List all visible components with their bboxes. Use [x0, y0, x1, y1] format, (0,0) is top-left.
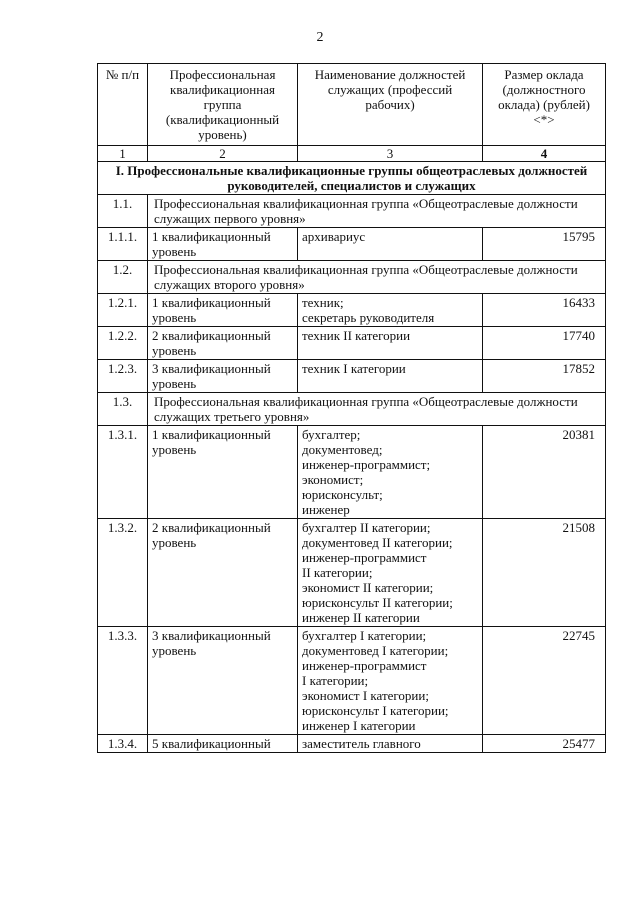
salary-table — [97, 63, 606, 753]
page-number: 2 — [316, 30, 324, 45]
row-number: 1.3.1. — [98, 426, 148, 519]
level-row — [98, 228, 606, 261]
position-list — [298, 426, 483, 519]
salary-value: 21508 — [483, 519, 606, 627]
position-list — [298, 327, 483, 360]
salary-value: 25477 — [483, 735, 606, 753]
position-name: архивариус — [302, 229, 366, 244]
position-name: юрисконсульт II категории; — [302, 595, 453, 610]
position-name: документовед; — [302, 442, 383, 457]
qualification-level: 1 квалификационный уровень — [148, 426, 298, 519]
position-name: техник; — [302, 295, 344, 310]
section-title: I. Профессиональные квалификационные группы общеотраслевых должностей руководителей, специалистов и служащих — [98, 162, 606, 195]
position-name: бухгалтер I категории; — [302, 628, 427, 643]
qualification-level: 1 квалификационный уровень — [148, 294, 298, 327]
position-name: техник II категории — [302, 328, 411, 343]
position-name: инженер II категории — [302, 610, 420, 625]
position-list — [298, 519, 483, 627]
qualification-level: 3 квалификационный уровень — [148, 627, 298, 735]
level-row — [98, 519, 606, 627]
qualification-level: 1 квалификационный уровень — [148, 228, 298, 261]
position-name: инженер-программист — [302, 550, 427, 565]
row-number: 1.1.1. — [98, 228, 148, 261]
header-row — [98, 64, 606, 146]
qualification-level: 2 квалификационный уровень — [148, 327, 298, 360]
position-name: инженер-программист — [302, 658, 427, 673]
row-number: 1.3.4. — [98, 735, 148, 753]
row-number: 1.2. — [98, 261, 148, 294]
position-name: заместитель главного — [302, 736, 421, 751]
position-name: I категории; — [302, 673, 369, 688]
qualification-level: 3 квалификационный уровень — [148, 360, 298, 393]
position-name: инженер-программист; — [302, 457, 431, 472]
column-number-row — [98, 146, 606, 162]
position-name: юрисконсульт I категории; — [302, 703, 449, 718]
position-list — [298, 228, 483, 261]
position-name: инженер I категории — [302, 718, 416, 733]
salary-value: 16433 — [483, 294, 606, 327]
level-row — [98, 627, 606, 735]
level-row — [98, 735, 606, 753]
row-number: 1.2.2. — [98, 327, 148, 360]
position-name: документовед I категории; — [302, 643, 449, 658]
position-name: II категории; — [302, 565, 373, 580]
group-row — [98, 195, 606, 228]
level-row — [98, 426, 606, 519]
group-title: Профессиональная квалификационная группа «Общеотраслевые должности служащих второго уровня» — [148, 261, 606, 294]
group-title: Профессиональная квалификационная группа «Общеотраслевые должности служащих первого уровня» — [148, 195, 606, 228]
level-row — [98, 327, 606, 360]
salary-value: 17852 — [483, 360, 606, 393]
qualification-level: 2 квалификационный уровень — [148, 519, 298, 627]
position-name: экономист; — [302, 472, 364, 487]
group-title: Профессиональная квалификационная группа «Общеотраслевые должности служащих третьего уровня» — [148, 393, 606, 426]
salary-value: 15795 — [483, 228, 606, 261]
header-salary: Размер оклада (должностного оклада) (рублей) <*> — [483, 64, 606, 146]
level-row — [98, 294, 606, 327]
row-number: 1.1. — [98, 195, 148, 228]
row-number: 1.2.1. — [98, 294, 148, 327]
position-name: документовед II категории; — [302, 535, 453, 550]
salary-value: 22745 — [483, 627, 606, 735]
position-name: экономист I категории; — [302, 688, 429, 703]
position-list — [298, 294, 483, 327]
row-number: 1.2.3. — [98, 360, 148, 393]
header-position-names: Наименование должностей служащих (профессий рабочих) — [298, 64, 483, 146]
section-row — [98, 162, 606, 195]
position-name: экономист II категории; — [302, 580, 434, 595]
group-row — [98, 261, 606, 294]
column-number: 1 — [98, 146, 148, 162]
position-name: юрисконсульт; — [302, 487, 383, 502]
row-number: 1.3. — [98, 393, 148, 426]
row-number: 1.3.2. — [98, 519, 148, 627]
position-list — [298, 627, 483, 735]
column-number: 3 — [298, 146, 483, 162]
row-number: 1.3.3. — [98, 627, 148, 735]
column-number: 4 — [483, 146, 606, 162]
header-qualification-group: Профессиональная квалификационная группа (квалификационный уровень) — [148, 64, 298, 146]
salary-value: 20381 — [483, 426, 606, 519]
position-list — [298, 360, 483, 393]
position-name: техник I категории — [302, 361, 406, 376]
position-name: бухгалтер II категории; — [302, 520, 431, 535]
header-number: № п/п — [98, 64, 148, 146]
position-list — [298, 735, 483, 753]
level-row — [98, 360, 606, 393]
column-number: 2 — [148, 146, 298, 162]
group-row — [98, 393, 606, 426]
position-name: инженер — [302, 502, 350, 517]
salary-value: 17740 — [483, 327, 606, 360]
qualification-level: 5 квалификационный — [148, 735, 298, 753]
position-name: секретарь руководителя — [302, 310, 435, 325]
position-name: бухгалтер; — [302, 427, 361, 442]
